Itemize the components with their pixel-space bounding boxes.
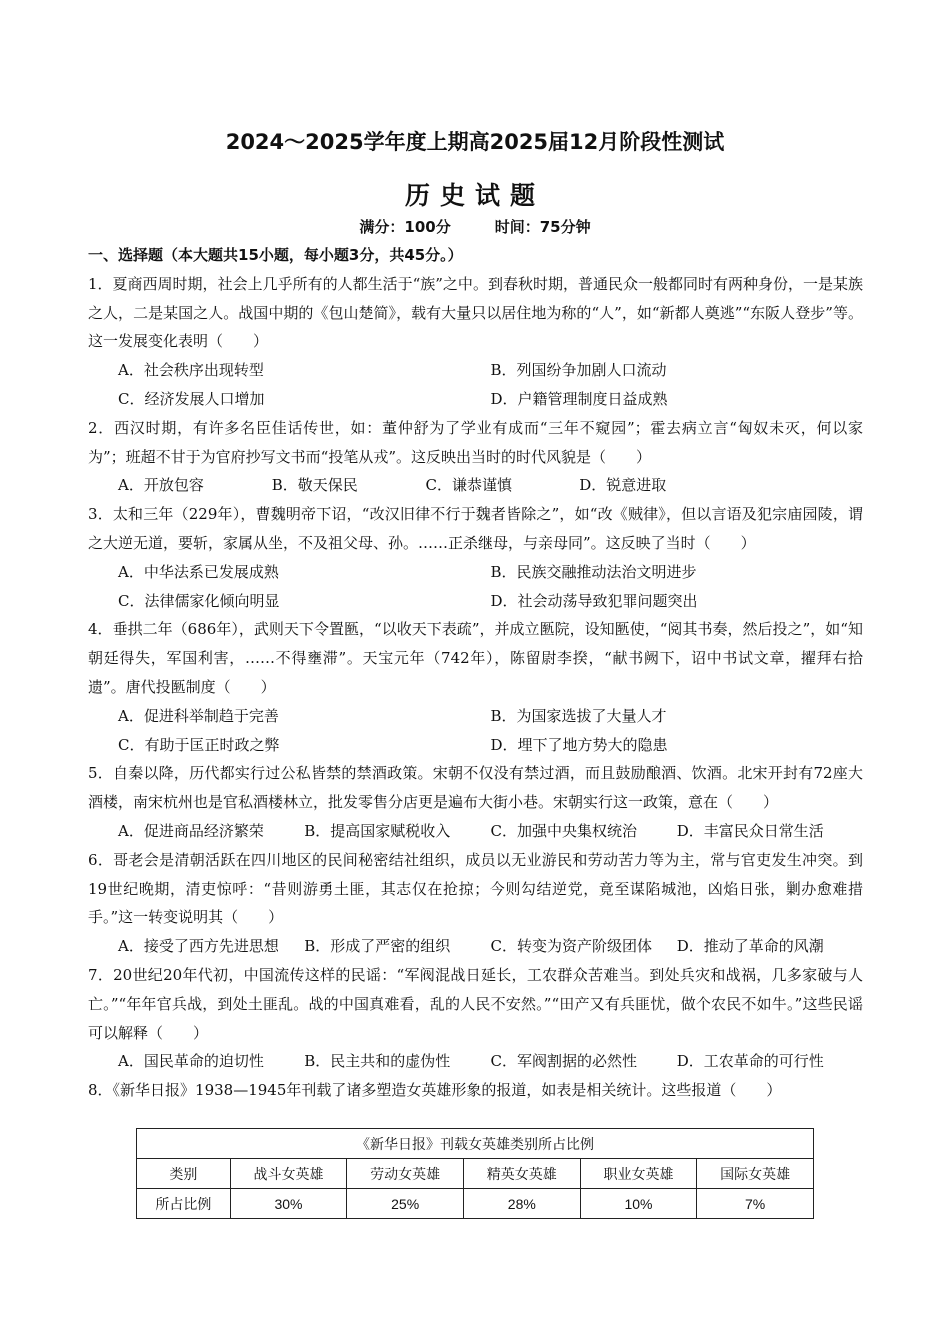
option-b: B．为国家选拔了大量人才 [490, 706, 667, 725]
question-text: 5．自秦以降，历代都实行过公私皆禁的禁酒政策。宋朝不仅没有禁过酒，而且鼓励酿酒、饮酒。北宋开封有72座大酒楼，南宋杭州也是官私酒楼林立，批发零售分店更是遍布大街小巷。宋朝实行这一政策，意在（ ） [88, 764, 863, 812]
option-b: B．列国纷争加剧人口流动 [490, 361, 667, 380]
option-c: C．经济发展人口增加 [118, 389, 265, 408]
table-cell: 10% [580, 1189, 697, 1219]
question-5 [88, 759, 863, 845]
table-header: 精英女英雄 [463, 1159, 580, 1189]
table-row [137, 1189, 814, 1219]
option-a: A．促进科举制趋于完善 [118, 706, 279, 725]
table-header: 类别 [137, 1159, 231, 1189]
options [88, 1047, 863, 1076]
question-text: 1．夏商西周时期，社会上几乎所有的人都生活于“族”之中。到春秋时期，普通民众一般都同时有两种身份，一是某族之人，二是某国之人。战国中期的《包山楚简》，载有大量只以居住地为称的“人”，如“新都人奠逃”“东阪人登步”等。这一发展变化表明（ ） [88, 274, 863, 351]
options [88, 932, 863, 961]
option-d: D．埋下了地方势大的隐患 [490, 735, 668, 754]
option-d: D．工农革命的可行性 [676, 1052, 824, 1071]
option-b: B．形成了严密的组织 [304, 937, 451, 956]
option-d: D．社会动荡导致犯罪问题突出 [490, 591, 698, 610]
full-score: 满分：100分 [359, 218, 451, 236]
statistics-table [136, 1128, 814, 1219]
option-c: C．军阀割据的必然性 [490, 1052, 637, 1071]
option-a: A．开放包容 [118, 476, 204, 495]
question-6 [88, 846, 863, 961]
options [88, 702, 863, 731]
option-c: C．转变为资产阶级团体 [490, 937, 652, 956]
option-d: D．锐意进取 [579, 476, 667, 495]
question-text: 3．太和三年（229年），曹魏明帝下诏，“改汉旧律不行于魏者皆除之”，如“改《贼律》，但以言语及犯宗庙园陵，谓之大逆无道，要斩，家属从坐，不及祖父母、孙。……正杀继母，与亲母同”。这反映了当时（ ） [88, 505, 863, 552]
subject-title: 历史试题 [404, 181, 545, 210]
table-header-row [137, 1159, 814, 1189]
option-a: A．中华法系已发展成熟 [118, 562, 279, 581]
option-b: B．民族交融推动法治文明进步 [490, 562, 697, 581]
option-a: A．国民革命的迫切性 [118, 1052, 264, 1071]
table-header: 国际女英雄 [697, 1159, 814, 1189]
section-heading: 一、选择题（本大题共15小题，每小题3分，共45分。） [88, 246, 463, 264]
option-c: C．谦恭谨慎 [425, 476, 512, 495]
option-b: B．敬天保民 [271, 476, 358, 495]
question-text: 7．20世纪20年代初，中国流传这样的民谣：“军阀混战日延长，工农群众苦难当。到处兵灾和战祸，几多家破与人亡。”“年年官兵战，到处土匪乱。战的中国真难看，乱的人民不安然。”“田产又有兵匪忧，做个农民不如牛。”这些民谣可以解释（ ） [88, 965, 863, 1042]
options [88, 587, 863, 616]
options [88, 558, 863, 587]
question-4 [88, 615, 863, 759]
options [88, 356, 863, 385]
question-8 [88, 1076, 863, 1105]
options [88, 731, 863, 760]
options [88, 471, 863, 500]
exam-title: 2024～2025学年度上期高2025届12月阶段性测试 [225, 130, 725, 154]
options [88, 817, 863, 846]
option-d: D．推动了革命的风潮 [676, 937, 824, 956]
table-cell: 30% [230, 1189, 347, 1219]
option-a: A．社会秩序出现转型 [118, 361, 264, 380]
exam-duration: 时间：75分钟 [494, 218, 591, 236]
question-text: 8．《新华日报》1938—1945年刊载了诸多塑造女英雄形象的报道，如表是相关统计。这些报道（ ） [88, 1081, 782, 1100]
question-7 [88, 961, 863, 1076]
table-header: 职业女英雄 [580, 1159, 697, 1189]
option-a: A．促进商品经济繁荣 [118, 821, 264, 840]
option-a: A．接受了西方先进思想 [118, 937, 279, 956]
table-caption: 《新华日报》刊载女英雄类别所占比例 [137, 1129, 814, 1159]
exam-meta [0, 216, 950, 237]
option-c: C．加强中央集权统治 [490, 821, 637, 840]
options [88, 385, 863, 414]
table-caption-row [137, 1129, 814, 1159]
option-d: D．户籍管理制度日益成熟 [490, 389, 668, 408]
table-header: 劳动女英雄 [347, 1159, 464, 1189]
questions-area [88, 241, 863, 1105]
table-row-label: 所占比例 [137, 1189, 231, 1219]
question-2 [88, 414, 863, 500]
option-d: D．丰富民众日常生活 [676, 821, 824, 840]
table-cell: 28% [463, 1189, 580, 1219]
option-c: C．有助于匡正时政之弊 [118, 735, 280, 754]
question-text: 4．垂拱二年（686年），武则天下令置匦，“以收天下表疏”，并成立匦院，设知匦使，“阅其书奏，然后投之”，如“知朝廷得失，军国利害，……不得壅滞”。天宝元年（742年），陈留尉李揆，“献书阙下，诏中书试文章，擢拜右拾遗”。唐代投匦制度（ ） [88, 620, 863, 696]
question-text: 2．西汉时期，有许多名臣佳话传世，如：董仲舒为了学业有成而“三年不窥园”；霍去病立言“匈奴未灭，何以家为”；班超不甘于为官府抄写文书而“投笔从戎”。这反映出当时的时代风貌是（ ） [88, 418, 863, 466]
question-3 [88, 500, 863, 615]
table-cell: 25% [347, 1189, 464, 1219]
table-header: 战斗女英雄 [230, 1159, 347, 1189]
option-b: B．提高国家赋税收入 [304, 821, 451, 840]
question-text: 6．哥老会是清朝活跃在四川地区的民间秘密结社组织，成员以无业游民和劳动苦力等为主，常与官吏发生冲突。到19世纪晚期，清吏惊呼：“昔则游勇土匪，其志仅在抢掠；今则勾结逆党，竟至谋陷城池，凶焰日张，剿办愈难措手。”这一转变说明其（ ） [88, 850, 863, 927]
table-cell: 7% [697, 1189, 814, 1219]
option-c: C．法律儒家化倾向明显 [118, 591, 280, 610]
question-1 [88, 270, 863, 414]
option-b: B．民主共和的虚伪性 [304, 1052, 451, 1071]
